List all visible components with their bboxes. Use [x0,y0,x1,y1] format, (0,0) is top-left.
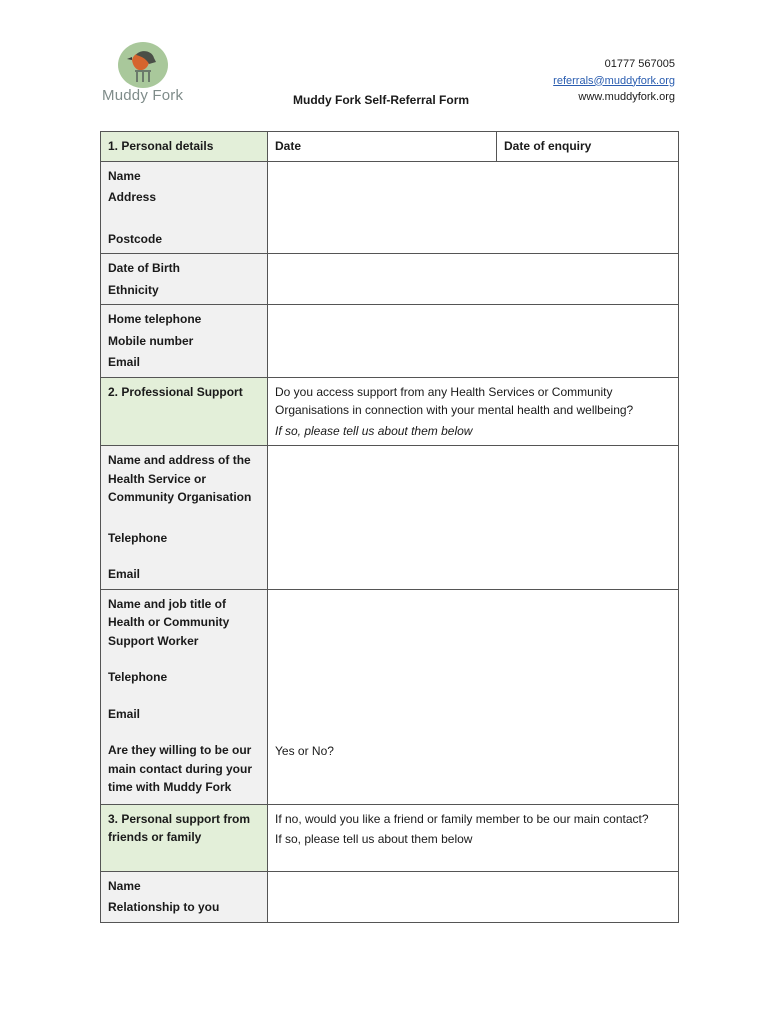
phone-email-input[interactable] [268,305,679,378]
section-1-header-row [101,132,679,162]
relationship-label: Relationship to you [108,900,220,914]
support-worker-label-cell [101,589,268,804]
health-service-telephone-label: Telephone [108,530,168,545]
phone-label-cell [101,305,268,378]
main-contact-label-2: main contact during your [108,761,253,776]
contact-block [553,56,675,106]
email-label: Email [108,355,141,369]
support-worker-row [101,589,679,804]
phone-row [101,305,679,378]
website: www.muddyfork.org [578,91,675,103]
section-3-label-2: friends or family [108,830,202,844]
section-1-label: 1. Personal details [101,132,268,162]
dob-label-cell [101,254,268,305]
section-2-question-cell [268,377,679,446]
main-contact-label-3: time with Muddy Fork [108,780,232,794]
postcode-label: Postcode [108,231,163,246]
section-3-question: If no, would you like a friend or family member to be our main contact? [275,811,649,826]
support-worker-email-label: Email [108,706,141,721]
date-of-enquiry-field[interactable]: Date of enquiry [497,132,679,162]
section-2-note: If so, please tell us about them below [275,423,473,438]
support-worker-label-2: Health or Community [108,615,230,629]
health-service-row [101,446,679,590]
email-link[interactable]: referrals@muddyfork.org [553,74,675,87]
health-service-label-1: Name and address of the [108,453,251,467]
section-2-question: Do you access support from any Health Services or Community Organisations in connection with your mental health and wellbeing? [275,384,634,417]
support-worker-label-1: Name and job title of [108,596,227,611]
date-field[interactable]: Date [268,132,497,162]
logo [100,40,200,110]
friend-name-label: Name [108,878,141,893]
section-3-question-cell [268,804,679,871]
address-label: Address [108,190,157,204]
health-service-label-cell [101,446,268,590]
name-address-input[interactable] [268,161,679,254]
support-worker-telephone-label: Telephone [108,670,168,684]
section-3-row [101,804,679,871]
name-address-label [101,161,268,254]
health-service-label-2: Health Service or [108,471,207,486]
health-service-label-3: Community Organisation [108,490,252,504]
yes-no-prompt: Yes or No? [275,743,334,758]
dob-row [101,254,679,305]
logo-text: Muddy Fork [102,87,184,104]
section-3-label-1: 3. Personal support from [108,811,251,826]
home-telephone-label: Home telephone [108,312,202,326]
section-3-label-cell [101,804,268,871]
referral-form-table [100,131,679,923]
support-worker-label-3: Support Worker [108,633,199,648]
dob-label: Date of Birth [108,261,180,275]
section-2-label: 2. Professional Support [101,377,268,446]
phone-number: 01777 567005 [604,58,675,70]
dob-ethnicity-input[interactable] [268,254,679,305]
mobile-number-label: Mobile number [108,333,194,348]
health-service-email-label: Email [108,567,141,581]
name-address-row [101,161,679,254]
section-3-note: If so, please tell us about them below [275,832,473,846]
name-label: Name [108,168,141,183]
health-service-input[interactable] [268,446,679,590]
main-contact-label-1: Are they willing to be our [108,743,252,757]
form-title: Muddy Fork Self-Referral Form [293,93,470,107]
robin-icon [118,42,168,88]
ethnicity-label: Ethnicity [108,282,159,297]
section-2-row [101,377,679,446]
friend-row [101,871,679,922]
friend-label-cell [101,871,268,922]
friend-input[interactable] [268,871,679,922]
support-worker-input[interactable] [268,589,679,804]
